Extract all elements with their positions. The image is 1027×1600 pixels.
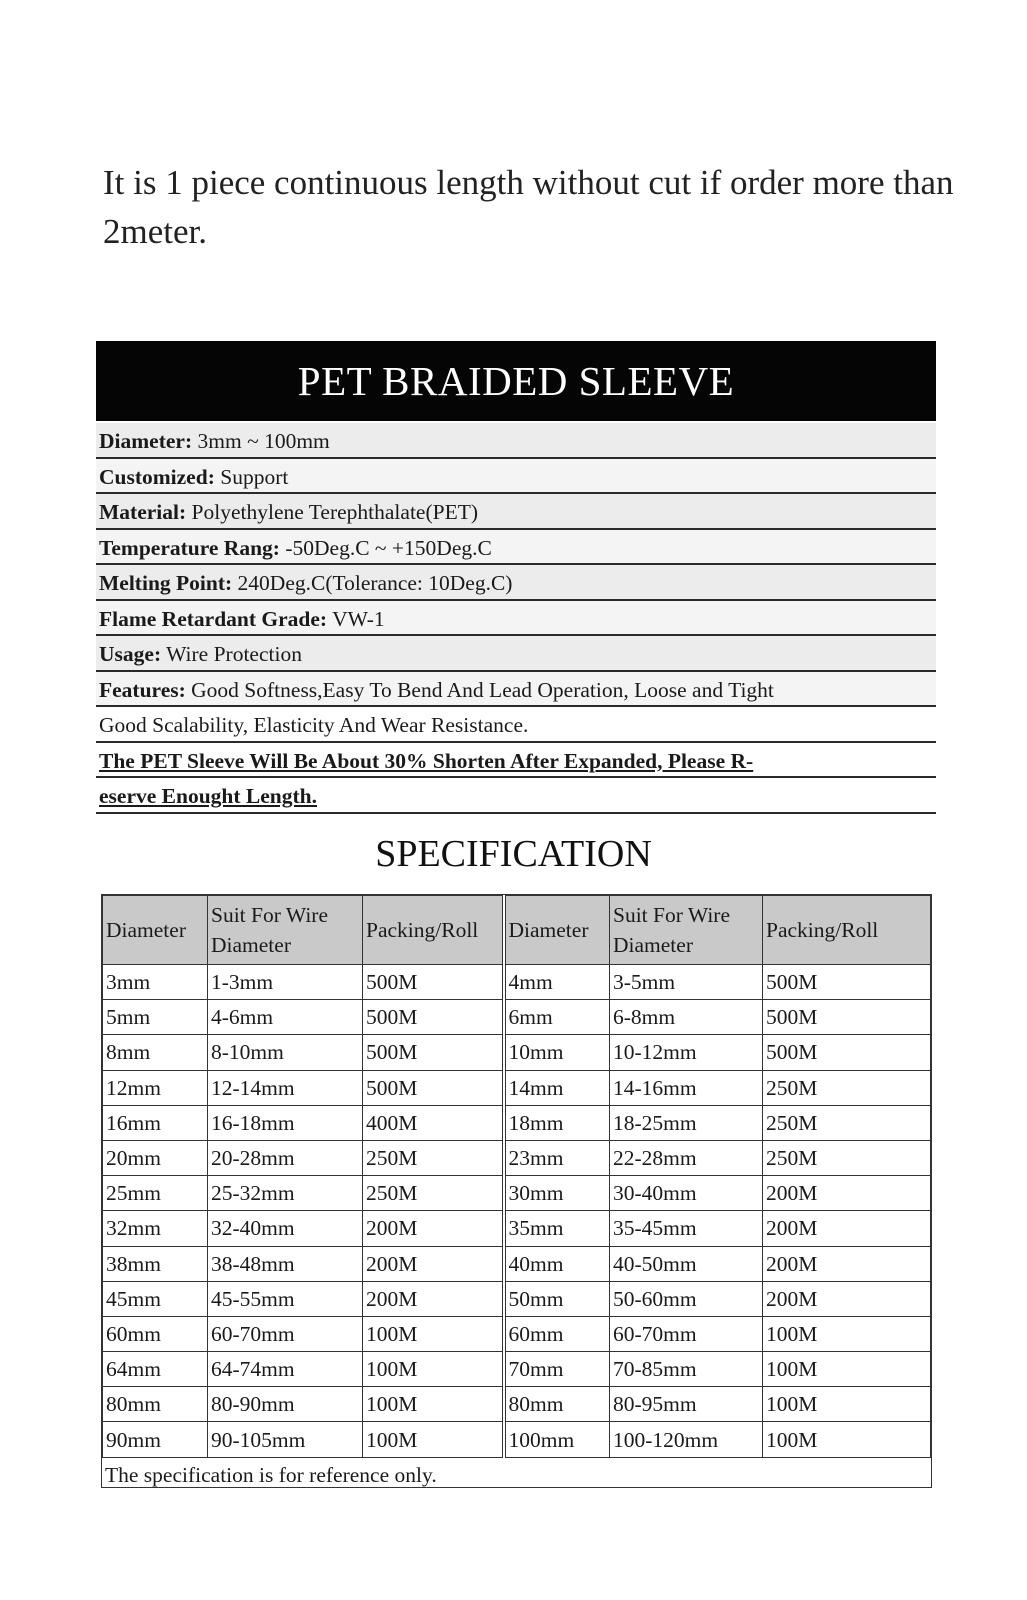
table-cell: 18mm bbox=[504, 1105, 610, 1140]
table-row bbox=[103, 1387, 931, 1422]
intro-text: It is 1 piece continuous length without cut if order more than 2meter. bbox=[103, 163, 954, 251]
table-cell: 12-14mm bbox=[208, 1070, 363, 1105]
table-cell: 60mm bbox=[103, 1316, 208, 1351]
header-cell: Packing/Roll bbox=[763, 896, 931, 965]
attribute-label: Customized bbox=[99, 464, 208, 489]
table-cell: 80-95mm bbox=[610, 1387, 763, 1422]
table-row bbox=[103, 965, 931, 1000]
table-cell: 100M bbox=[763, 1316, 931, 1351]
expansion-note-line-2: eserve Enought Length. bbox=[96, 778, 936, 814]
table-row bbox=[103, 1000, 931, 1035]
table-cell: 250M bbox=[763, 1140, 931, 1175]
table-row bbox=[103, 1211, 931, 1246]
table-cell: 250M bbox=[763, 1070, 931, 1105]
table-cell: 200M bbox=[363, 1246, 504, 1281]
attribute-row: Material: Polyethylene Terephthalate(PET) bbox=[96, 494, 936, 530]
attribute-value: 3mm ~ 100mm bbox=[197, 429, 330, 453]
table-cell: 60-70mm bbox=[208, 1316, 363, 1351]
table-cell: 4mm bbox=[504, 965, 610, 1000]
table-cell: 200M bbox=[763, 1211, 931, 1246]
table-cell: 500M bbox=[363, 965, 504, 1000]
table-cell: 70-85mm bbox=[610, 1352, 763, 1387]
table-cell: 250M bbox=[363, 1140, 504, 1175]
specification-table-container bbox=[101, 894, 932, 1488]
table-cell: 250M bbox=[763, 1105, 931, 1140]
table-cell: 80-90mm bbox=[208, 1387, 363, 1422]
attribute-label: Features bbox=[99, 677, 179, 702]
table-cell: 22-28mm bbox=[610, 1140, 763, 1175]
table-cell: 8-10mm bbox=[208, 1035, 363, 1070]
table-cell: 500M bbox=[363, 1070, 504, 1105]
table-cell: 500M bbox=[363, 1035, 504, 1070]
table-cell: 200M bbox=[763, 1176, 931, 1211]
table-cell: 64mm bbox=[103, 1352, 208, 1387]
table-cell: 100M bbox=[763, 1352, 931, 1387]
header-cell: Diameter bbox=[103, 896, 208, 965]
table-cell: 32mm bbox=[103, 1211, 208, 1246]
table-cell: 100M bbox=[363, 1422, 504, 1457]
table-cell: 200M bbox=[363, 1281, 504, 1316]
table-cell: 10mm bbox=[504, 1035, 610, 1070]
table-cell: 20mm bbox=[103, 1140, 208, 1175]
attribute-value: Polyethylene Terephthalate(PET) bbox=[191, 500, 479, 524]
table-cell: 32-40mm bbox=[208, 1211, 363, 1246]
attribute-label: Temperature Rang bbox=[99, 535, 273, 560]
table-cell: 8mm bbox=[103, 1035, 208, 1070]
attribute-value: -50Deg.C ~ +150Deg.C bbox=[285, 535, 492, 560]
table-cell: 200M bbox=[763, 1281, 931, 1316]
attribute-label: Diameter bbox=[99, 429, 185, 453]
table-row bbox=[103, 1352, 931, 1387]
attribute-label: Flame Retardant Grade bbox=[99, 606, 320, 631]
table-cell: 100M bbox=[763, 1422, 931, 1457]
table-cell: 80mm bbox=[504, 1387, 610, 1422]
table-cell: 38-48mm bbox=[208, 1246, 363, 1281]
table-row bbox=[103, 1140, 931, 1175]
table-cell: 100M bbox=[363, 1387, 504, 1422]
table-cell: 30mm bbox=[504, 1176, 610, 1211]
table-cell: 38mm bbox=[103, 1246, 208, 1281]
table-cell: 200M bbox=[363, 1211, 504, 1246]
attribute-list bbox=[96, 423, 936, 814]
table-cell: 18-25mm bbox=[610, 1105, 763, 1140]
table-cell: 90mm bbox=[103, 1422, 208, 1457]
table-cell: 64-74mm bbox=[208, 1352, 363, 1387]
attribute-label: Material bbox=[99, 500, 179, 524]
attribute-row: Temperature Rang: -50Deg.C ~ +150Deg.C bbox=[96, 530, 936, 566]
attribute-row: Features: Good Softness,Easy To Bend And Lead Operation, Loose and Tight bbox=[96, 672, 936, 708]
table-cell: 20-28mm bbox=[208, 1140, 363, 1175]
table-cell: 6-8mm bbox=[610, 1000, 763, 1035]
table-cell: 1-3mm bbox=[208, 965, 363, 1000]
attribute-value: VW-1 bbox=[332, 606, 385, 631]
specification-table bbox=[102, 895, 931, 1458]
table-row bbox=[103, 1070, 931, 1105]
table-cell: 400M bbox=[363, 1105, 504, 1140]
table-cell: 200M bbox=[763, 1246, 931, 1281]
table-cell: 30-40mm bbox=[610, 1176, 763, 1211]
table-cell: 16mm bbox=[103, 1105, 208, 1140]
table-cell: 23mm bbox=[504, 1140, 610, 1175]
table-cell: 500M bbox=[363, 1000, 504, 1035]
specification-title: SPECIFICATION bbox=[375, 833, 652, 875]
table-cell: 500M bbox=[763, 1000, 931, 1035]
attribute-value: Wire Protection bbox=[166, 642, 302, 666]
table-cell: 100M bbox=[363, 1316, 504, 1351]
specification-body bbox=[103, 965, 931, 1458]
table-cell: 14-16mm bbox=[610, 1070, 763, 1105]
table-cell: 10-12mm bbox=[610, 1035, 763, 1070]
table-cell: 60mm bbox=[504, 1316, 610, 1351]
table-header-row bbox=[103, 896, 931, 965]
table-cell: 90-105mm bbox=[208, 1422, 363, 1457]
table-cell: 12mm bbox=[103, 1070, 208, 1105]
table-cell: 250M bbox=[363, 1176, 504, 1211]
attribute-value: Support bbox=[220, 464, 289, 489]
header-cell: Suit For Wire Diameter bbox=[610, 896, 763, 965]
table-cell: 14mm bbox=[504, 1070, 610, 1105]
table-cell: 16-18mm bbox=[208, 1105, 363, 1140]
features-continued: Good Scalability, Elasticity And Wear Resistance. bbox=[96, 707, 936, 743]
product-banner: PET BRAIDED SLEEVE bbox=[96, 341, 936, 421]
table-cell: 45-55mm bbox=[208, 1281, 363, 1316]
table-cell: 40mm bbox=[504, 1246, 610, 1281]
table-cell: 35mm bbox=[504, 1211, 610, 1246]
attribute-value: Good Softness,Easy To Bend And Lead Operation, Loose and Tight bbox=[191, 677, 774, 702]
table-cell: 45mm bbox=[103, 1281, 208, 1316]
specification-footnote: The specification is for reference only. bbox=[105, 1462, 437, 1487]
table-cell: 100M bbox=[763, 1387, 931, 1422]
attribute-row: Usage: Wire Protection bbox=[96, 636, 936, 672]
table-cell: 500M bbox=[763, 1035, 931, 1070]
attribute-row: Flame Retardant Grade: VW-1 bbox=[96, 601, 936, 637]
table-cell: 35-45mm bbox=[610, 1211, 763, 1246]
table-cell: 500M bbox=[763, 965, 931, 1000]
table-cell: 70mm bbox=[504, 1352, 610, 1387]
attribute-row: Diameter: 3mm ~ 100mm bbox=[96, 423, 936, 459]
table-cell: 50mm bbox=[504, 1281, 610, 1316]
table-cell: 3mm bbox=[103, 965, 208, 1000]
header-cell: Packing/Roll bbox=[363, 896, 504, 965]
table-cell: 100-120mm bbox=[610, 1422, 763, 1457]
table-row bbox=[103, 1316, 931, 1351]
header-cell: Suit For Wire Diameter bbox=[208, 896, 363, 965]
table-cell: 80mm bbox=[103, 1387, 208, 1422]
table-cell: 25mm bbox=[103, 1176, 208, 1211]
header-cell: Diameter bbox=[504, 896, 610, 965]
attribute-label: Melting Point bbox=[99, 571, 225, 595]
attribute-label: Usage bbox=[99, 642, 154, 666]
table-row bbox=[103, 1281, 931, 1316]
table-cell: 4-6mm bbox=[208, 1000, 363, 1035]
attribute-row: Customized: Support bbox=[96, 459, 936, 495]
table-row bbox=[103, 1422, 931, 1457]
table-cell: 25-32mm bbox=[208, 1176, 363, 1211]
attribute-value: 240Deg.C(Tolerance: 10Deg.C) bbox=[237, 571, 513, 595]
attribute-row: Melting Point: 240Deg.C(Tolerance: 10Deg.C) bbox=[96, 565, 936, 601]
table-cell: 5mm bbox=[103, 1000, 208, 1035]
table-row bbox=[103, 1176, 931, 1211]
table-cell: 60-70mm bbox=[610, 1316, 763, 1351]
table-cell: 50-60mm bbox=[610, 1281, 763, 1316]
table-row bbox=[103, 1105, 931, 1140]
table-cell: 40-50mm bbox=[610, 1246, 763, 1281]
table-row bbox=[103, 1246, 931, 1281]
table-cell: 100M bbox=[363, 1352, 504, 1387]
table-cell: 6mm bbox=[504, 1000, 610, 1035]
table-cell: 3-5mm bbox=[610, 965, 763, 1000]
expansion-note-line-1: The PET Sleeve Will Be About 30% Shorten After Expanded, Please R- bbox=[96, 743, 936, 779]
table-row bbox=[103, 1035, 931, 1070]
table-cell: 100mm bbox=[504, 1422, 610, 1457]
